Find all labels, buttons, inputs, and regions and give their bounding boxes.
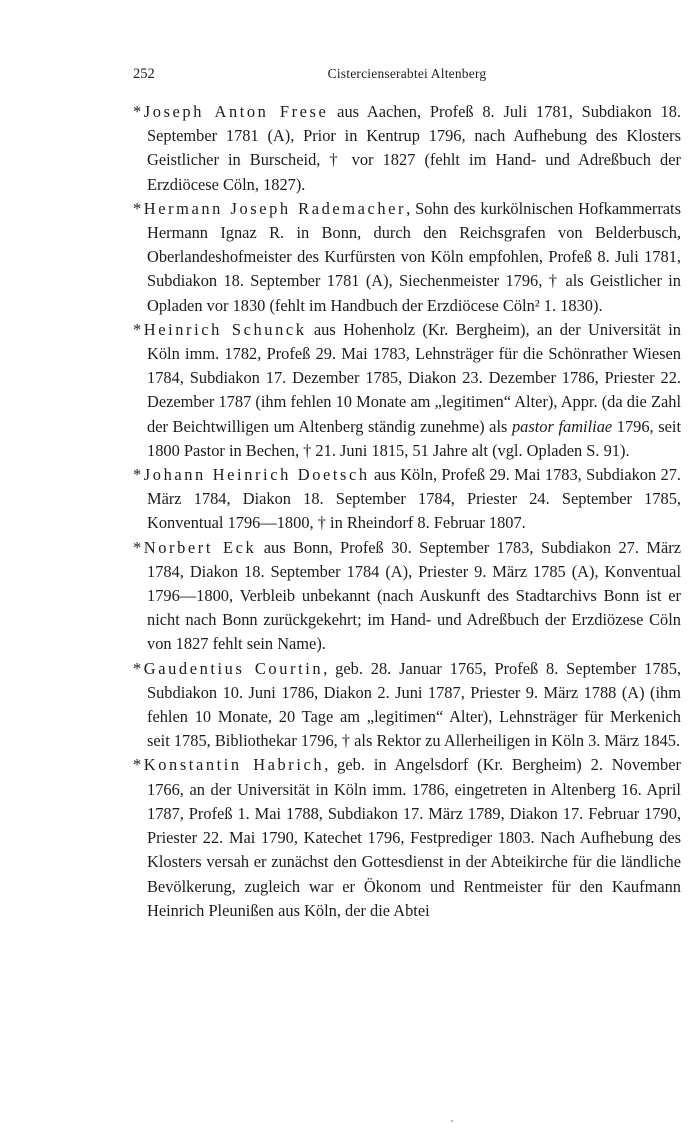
entry-frese — [133, 100, 681, 197]
entry-courtin — [133, 657, 681, 754]
entry-name: *Konstantin Habrich — [133, 755, 325, 775]
entry-text: , Sohn des kurkölnischen Hofkammerrats Hermann Ignaz R. in Bonn, durch den Reichsgrafen von Belderbusch, Oberlandeshofmeister des Kurfürsten von Köln empfohlen, Profeß 8. Juli 1781, Subdiakon 18. September 1781 (A), Siechenmeister 1796, † als Geistlicher in Opladen vor 1830 (fehlt im Handbuch der Erzdiöcese Cöln² 1. 1830). — [147, 198, 681, 315]
entry-text: aus Hohenholz (Kr. Bergheim), an der Universität in Köln imm. 1782, Profeß 29. Mai 1783, Lehnsträger für die Schönrather Wiesen 1784, Subdiakon 17. Dezember 1785, Diakon 23. Dezember 1786, Priester 22. Dezember 1787 (ihm fehlen 10 Monate am „legitimen“ Alter), Appr. (da die Zahl der Beichtwilligen um Altenberg ständig zunehme) als — [147, 319, 681, 436]
entry-list — [133, 100, 681, 923]
entry-name: *Norbert Eck — [133, 537, 257, 557]
entry-name: *Hermann Joseph Rademacher — [133, 198, 407, 218]
entry-habrich — [133, 753, 681, 922]
page-number: 252 — [133, 66, 155, 82]
entry-name: *Heinrich Schunck — [133, 319, 307, 339]
entry-name: *Gaudentius Courtin — [133, 658, 324, 678]
entry-rademacher — [133, 197, 681, 318]
entry-text: aus Bonn, Profeß 30. September 1783, Subdiakon 27. März 1784, Diakon 18. September 1784 (A), Priester 9. März 1785 (A), Konventual 1796—1800, Verbleib unbekannt (nach Auskunft des Stadtarchivs Bonn ist er nicht nach Bonn zurückgekehrt; im Hand- und Adreßbuch der Erzdiözese Cöln von 1827 fehlt sein Name). — [147, 537, 681, 654]
entry-eck — [133, 536, 681, 657]
entry-name: *Joseph Anton Frese — [133, 102, 329, 121]
entry-text: aus Köln, Profeß 29. Mai 1783, Subdiakon 27. März 1784, Diakon 18. September 1784, Priester 24. September 1785, Konventual 1796—1800, † in Rheindorf 8. Februar 1807. — [147, 465, 681, 533]
entry-italic-text: pastor familiae — [511, 416, 613, 436]
entry-text-continued: 1796, seit 1800 Pastor in Bechen, † 21. Juni 1815, 51 Jahre alt (vgl. Opladen S. 91). — [147, 416, 681, 460]
running-title: Cistercienserabtei Altenberg — [327, 66, 487, 81]
entry-text: aus Aachen, Profeß 8. Juli 1781, Subdiakon 18. September 1781 (A), Prior in Kentrup 1796, nach Aufhebung des Klosters Geistlicher in Burscheid, † vor 1827 (fehlt im Hand- und Adreßbuch der Erzdiöcese Cöln, 1827). — [147, 102, 682, 194]
page-header — [133, 66, 681, 88]
entry-text: , geb. in Angelsdorf (Kr. Bergheim) 2. November 1766, an der Universität in Köln imm. 1786, eingetreten in Altenberg 16. April 1787, Profeß 1. Mai 1788, Subdiakon 17. März 1789, Diakon 17. Februar 1790, Priester 22. Mai 1790, Katechet 1796, Festprediger 1803. Nach Aufhebung des Klosters versah er zunächst den Gottesdienst in der Abteikirche für die ländliche Bevölkerung, zugleich war er Ökonom und Rentmeister für den Kaufmann Heinrich Pleunißen aus Köln, der die Abtei — [147, 755, 681, 920]
entry-text: , geb. 28. Januar 1765, Profeß 8. September 1785, Subdiakon 10. Juni 1786, Diakon 2. Juni 1787, Priester 9. März 1788 (A) (ihm fehlen 10 Monate, 20 Tage am „legitimen“ Alter), Lehnsträger für Merkenich seit 1785, Bibliothekar 1796, † als Rektor zu Allerheiligen in Köln 3. März 1845. — [147, 658, 682, 751]
entry-doetsch — [133, 463, 681, 536]
entry-name: *Johann Heinrich Doetsch — [133, 465, 370, 485]
scan-speck — [451, 1120, 453, 1122]
entry-schunck — [133, 318, 681, 463]
